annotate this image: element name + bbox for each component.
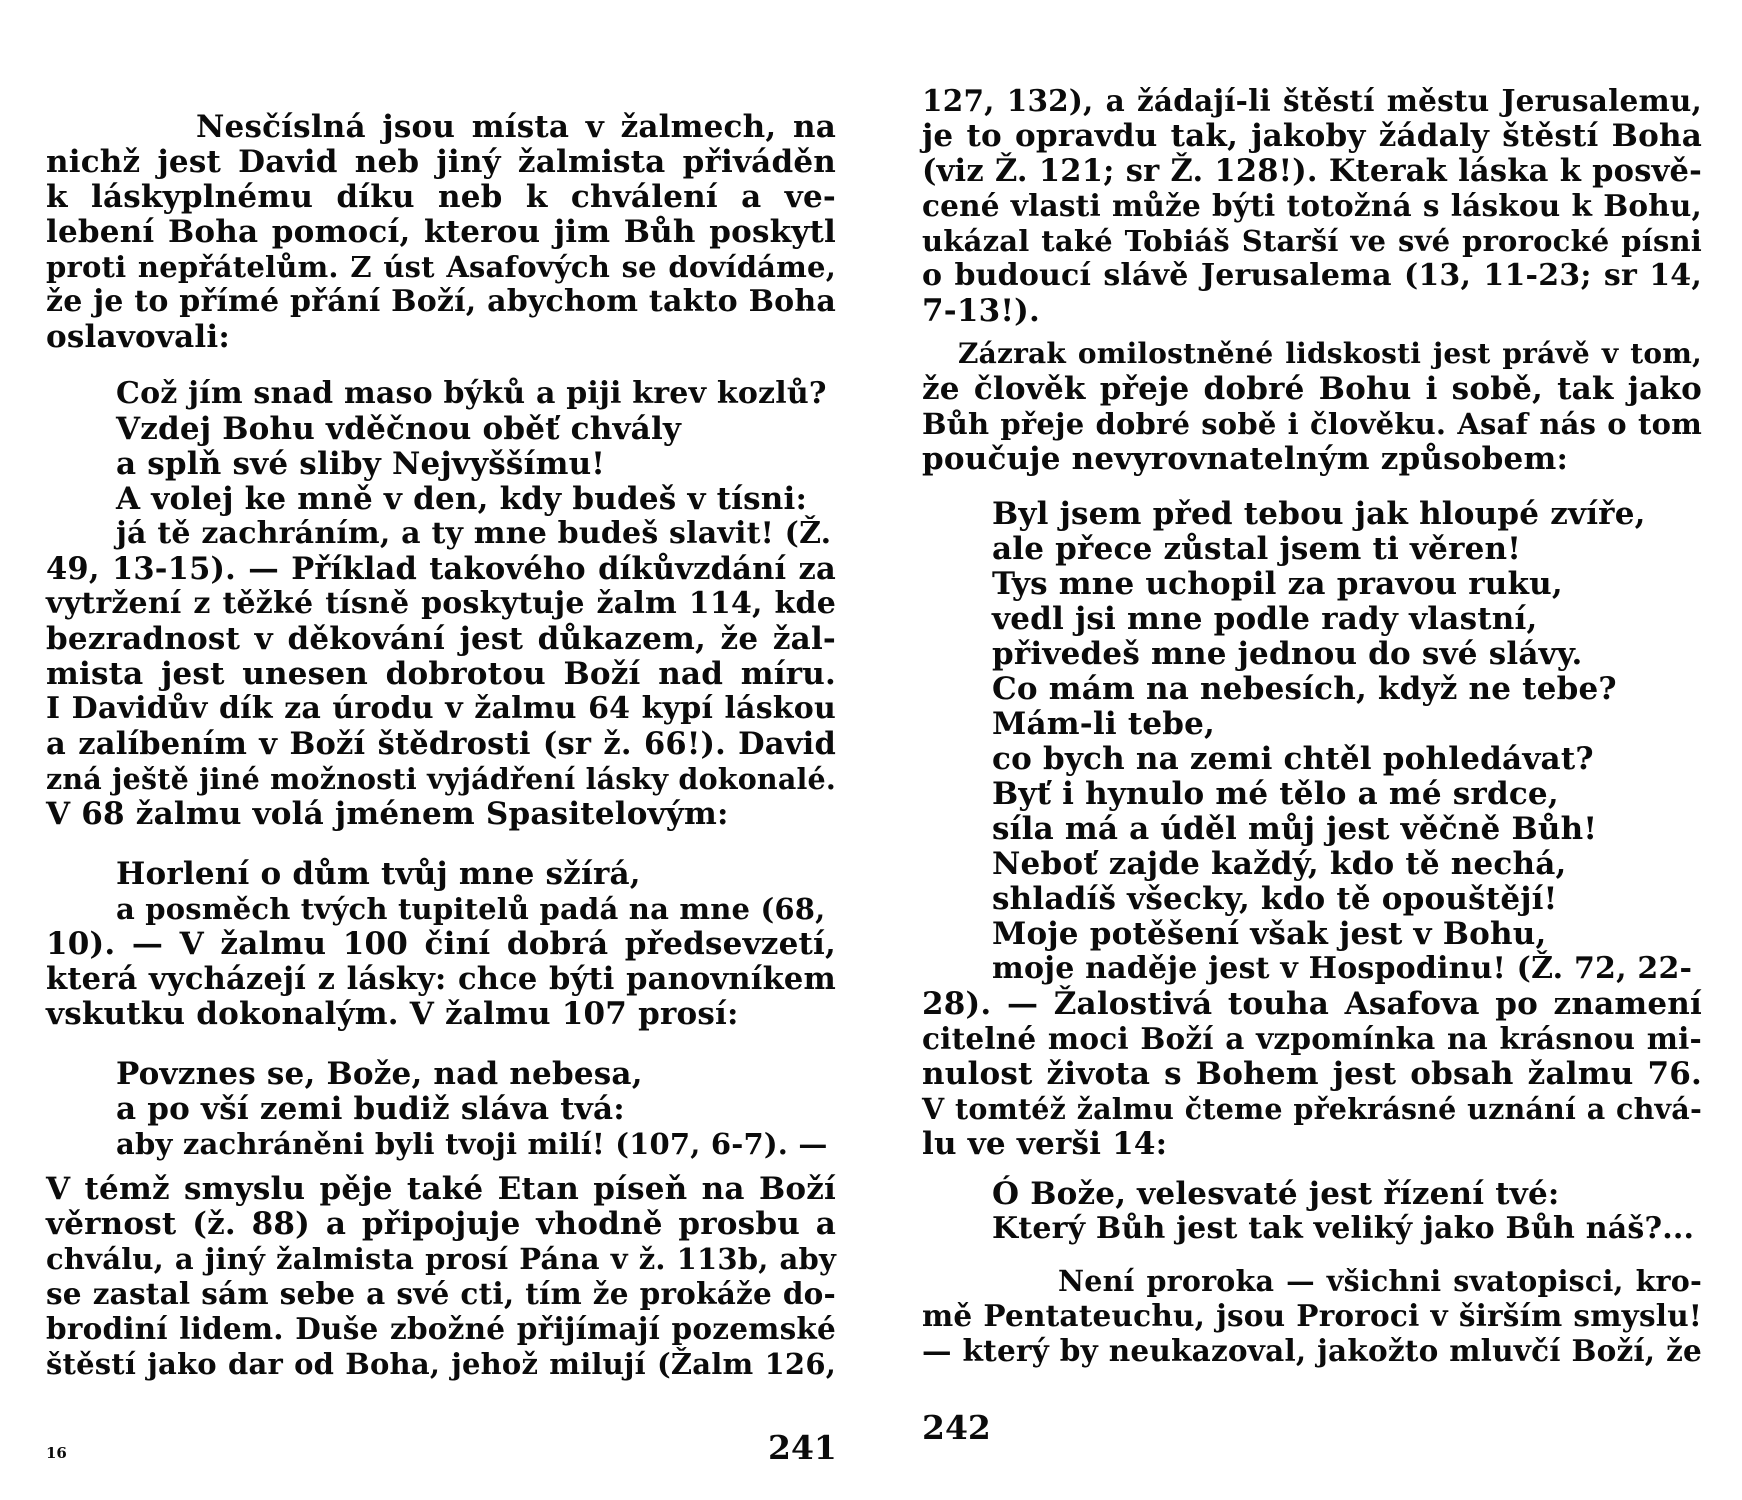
text-line: V 68 žalmu volá jménem Spasitelovým:: [46, 796, 729, 832]
text-line: Zázrak omilostněné lidskosti jest právě v tom,: [958, 337, 1702, 370]
text-line: proti nepřátelům. Z úst Asafových se dovídáme,: [46, 250, 836, 284]
text-line: 7-13!).: [922, 293, 1041, 329]
text-line: štěstí jako dar od Boha, jehož milují (Žalm 126,: [46, 1347, 836, 1381]
text-line: k láskyplnému díku neb k chválení a ve-: [46, 179, 836, 215]
verse-line: Což jím snad maso býků a piji krev kozlů?: [116, 376, 827, 411]
text-line: která vycházejí z lásky: chce býti panovníkem: [46, 961, 836, 997]
text-line: že je to přímé přání Boží, abychom takto Boha: [46, 284, 836, 319]
text-line: brodiní lidem. Duše zbožné přijímají pozemské: [46, 1311, 836, 1346]
verse-line: síla má a úděl můj jest věčně Bůh!: [992, 811, 1598, 847]
text-line: Nesčíslná jsou místa v žalmech, na: [196, 109, 836, 145]
text-line: nichž jest David neb jiný žalmista přiváděn: [46, 144, 836, 180]
verse-line: přivedeš mne jednou do své slávy.: [992, 636, 1583, 672]
verse-line: Který Bůh jest tak veliký jako Bůh náš?...: [992, 1211, 1695, 1246]
verse-line: moje naděje jest v Hospodinu! (Ž. 72, 22-: [992, 951, 1693, 986]
text-line: lebení Boha pomocí, kterou jim Bůh poskytl: [46, 214, 836, 250]
text-line: I Davidův dík za úrodu v žalmu 64 kypí láskou: [46, 691, 836, 726]
verse-line: Neboť zajde každý, kdo tě nechá,: [992, 846, 1567, 882]
text-line: lu ve verši 14:: [922, 1126, 1168, 1162]
text-line: oslavovali:: [46, 319, 230, 355]
verse-line: vedl jsi mne podle rady vlastní,: [992, 601, 1538, 637]
verse-line: ale přece zůstal jsem ti věren!: [992, 531, 1522, 567]
verse-line: Co mám na nebesích, když ne tebe?: [992, 671, 1617, 707]
text-line: chválu, a jiný žalmista prosí Pána v ž. 113b, aby: [46, 1242, 836, 1276]
verse-line: co bych na zemi chtěl pohledávat?: [992, 741, 1594, 777]
text-line: 49, 13-15). — Příklad takového díkůvzdání za: [46, 551, 836, 587]
text-line: poučuje nevyrovnatelným způsobem:: [922, 441, 1569, 477]
verse-line: a posměch tvých tupitelů padá na mne (68,: [116, 892, 826, 926]
verse-line: aby zachráněni byli tvoji milí! (107, 6-7). —: [116, 1127, 828, 1161]
text-line: cené vlasti může býti totožná s láskou k Bohu,: [922, 188, 1702, 223]
verse-line: A volej ke mně v den, kdy budeš v tísni:: [116, 481, 808, 517]
text-line: vytržení z těžké tísně poskytuje žalm 114, kde: [46, 586, 836, 621]
verse-line: Horlení o dům tvůj mne sžírá,: [116, 856, 641, 892]
text-line: V tomtéž žalmu čteme překrásné uznání a chvá-: [922, 1092, 1702, 1126]
text-line: bezradnost v děkování jest důkazem, že žal-: [46, 621, 836, 657]
verse-line: já tě zachráním, a ty mne budeš slavit! (Ž.: [116, 516, 832, 551]
text-line: nulost života s Bohem jest obsah žalmu 76.: [922, 1056, 1702, 1092]
text-line: (viz Ž. 121; sr Ž. 128!). Kterak láska k posvě-: [922, 153, 1702, 189]
text-line: 28). — Žalostivá touha Asafova po znamení: [922, 986, 1702, 1022]
text-line: zná ještě jiné možnosti vyjádření lásky dokonalé.: [46, 762, 836, 796]
verse-line: a po vší zemi budiž sláva tvá:: [116, 1091, 625, 1127]
page-number: 242: [922, 1408, 991, 1447]
text-line: Není proroka — všichni svatopisci, kro-: [1058, 1264, 1702, 1298]
verse-line: Povznes se, Bože, nad nebesa,: [116, 1056, 643, 1092]
verse-line: Byť i hynulo mé tělo a mé srdce,: [992, 776, 1559, 812]
text-line: o budoucí slávě Jerusalema (13, 11-23; sr 14,: [922, 258, 1702, 293]
text-line: je to opravdu tak, jakoby žádaly štěstí Boha: [922, 118, 1702, 154]
text-line: věrnost (ž. 88) a připojuje vhodně prosbu a: [46, 1206, 836, 1242]
verse-line: Byl jsem před tebou jak hloupé zvíře,: [992, 496, 1646, 532]
text-line: — který by neukazoval, jakožto mluvčí Boží, že: [922, 1333, 1702, 1368]
text-line: se zastal sám sebe a své cti, tím že prokáže do-: [46, 1276, 836, 1311]
signature-mark: 16: [46, 1444, 67, 1462]
verse-line: Vzdej Bohu vděčnou oběť chvály: [116, 411, 682, 447]
text-line: vskutku dokonalým. V žalmu 107 prosí:: [46, 996, 739, 1032]
text-line: a zalíbením v Boží štědrosti (sr ž. 66!). David: [46, 726, 836, 762]
verse-line: Ó Bože, velesvaté jest řízení tvé:: [992, 1176, 1560, 1212]
text-line: 10). — V žalmu 100 činí dobrá předsevzetí,: [46, 926, 836, 962]
text-line: 127, 132), a žádají-li štěstí městu Jerusalemu,: [922, 83, 1702, 118]
text-line: V témž smyslu pěje také Etan píseň na Boží: [46, 1171, 836, 1207]
text-line: že člověk přeje dobré Bohu i sobě, tak jako: [922, 371, 1702, 407]
verse-line: a splň své sliby Nejvyššímu!: [116, 446, 606, 482]
verse-line: Tys mne uchopil za pravou ruku,: [992, 566, 1563, 602]
text-line: ukázal také Tobiáš Starší ve své prorocké písni: [922, 224, 1702, 258]
page-number: 241: [768, 1428, 837, 1467]
text-line: mě Pentateuchu, jsou Proroci v širším smyslu!: [922, 1298, 1702, 1333]
text-line: mista jest unesen dobrotou Boží nad míru.: [46, 656, 836, 692]
text-line: citelné moci Boží a vzpomínka na krásnou mi-: [922, 1021, 1702, 1056]
verse-line: Moje potěšení však jest v Bohu,: [992, 916, 1547, 952]
verse-line: shladíš všecky, kdo tě opouštějí!: [992, 881, 1558, 917]
text-line: Bůh přeje dobré sobě i člověku. Asaf nás o tom: [922, 407, 1702, 441]
verse-line: Mám-li tebe,: [992, 706, 1216, 742]
